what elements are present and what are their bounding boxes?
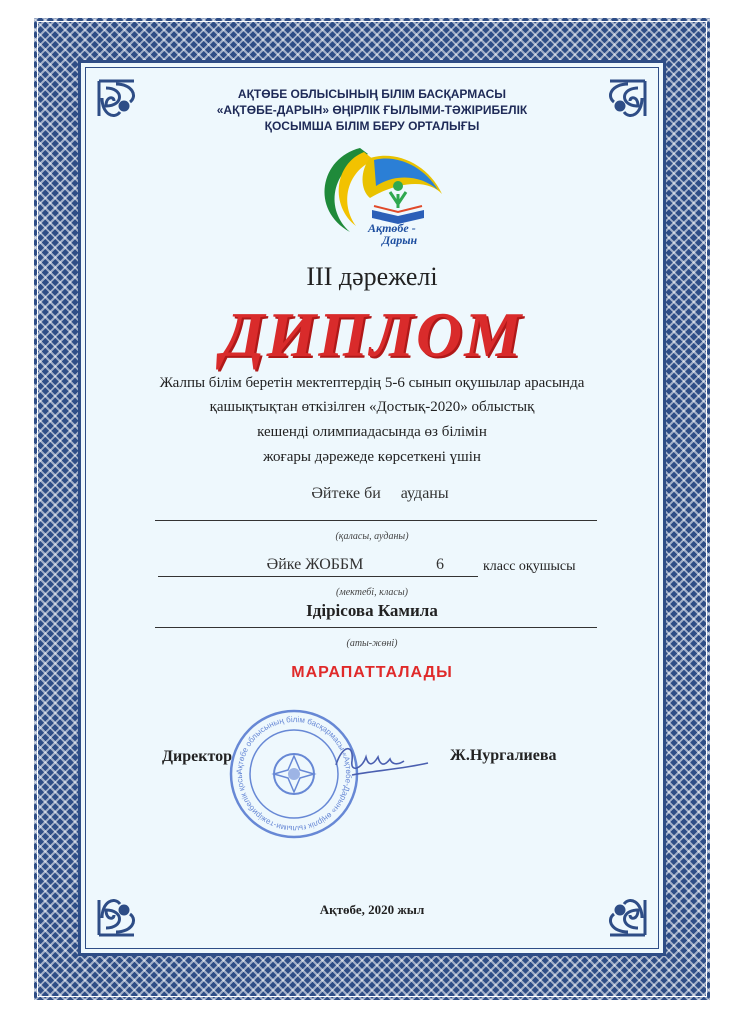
logo-text-line-1: Ақтөбе - bbox=[368, 221, 416, 235]
school-underline bbox=[158, 576, 478, 577]
director-signature bbox=[332, 735, 432, 785]
description-line-2: қашықтықтан өткізілген «Достық-2020» облыстық bbox=[209, 399, 535, 415]
school-caption: (мектебі, класы) bbox=[336, 587, 408, 598]
award-text: МАРАПАТТАЛАДЫ bbox=[291, 664, 453, 681]
corner-ornament-bottom-left bbox=[94, 870, 164, 940]
diploma-title: ДИПЛОМ bbox=[220, 299, 524, 370]
class-suffix: класс оқушысы bbox=[483, 559, 576, 574]
district-underline bbox=[155, 520, 597, 521]
district-caption: (қаласы, ауданы) bbox=[335, 531, 409, 542]
school-value: Әйке ЖОББМ bbox=[266, 556, 364, 573]
director-label: Директор bbox=[162, 748, 232, 765]
place-and-date: Ақтөбе, 2020 жыл bbox=[319, 902, 425, 917]
student-caption: (аты-жөні) bbox=[346, 638, 398, 649]
grade-value: 6 bbox=[436, 556, 444, 573]
district-value: Әйтеке би ауданы bbox=[311, 485, 449, 502]
corner-ornament-bottom-right bbox=[580, 870, 650, 940]
logo-text bbox=[367, 221, 418, 247]
header-line-1: АҚТӨБЕ ОБЛЫСЫНЫҢ БІЛІМ БАСҚАРМАСЫ bbox=[237, 87, 507, 101]
logo-text-line-2: Дарын bbox=[382, 233, 418, 247]
description-line-1: Жалпы білім беретін мектептердің 5-6 сынып оқушылар арасында bbox=[159, 375, 585, 391]
aktobe-daryn-logo bbox=[300, 140, 450, 248]
header-line-3: ҚОСЫМША БІЛІМ БЕРУ ОРТАЛЫҒЫ bbox=[264, 119, 480, 133]
diploma-degree: III дәрежелі bbox=[306, 262, 438, 291]
seal-ring-text: Ақтөбе облысының білім басқармасы «Ақтөбе-Дарын» өңірлік ғылыми-тәжірибелік қосы bbox=[234, 714, 354, 834]
description-line-4: жоғары дәрежеде көрсеткені үшін bbox=[263, 449, 481, 465]
director-name: Ж.Нургалиева bbox=[450, 747, 557, 764]
student-name: Ідірісова Камила bbox=[306, 601, 438, 620]
description-line-3: кешенді олимпиадасында өз білімін bbox=[257, 424, 487, 440]
header-line-2: «АҚТӨБЕ-ДАРЫН» ӨҢІРЛІК ҒЫЛЫМИ-ТӘЖІРИБЕЛІК bbox=[216, 103, 528, 117]
student-underline bbox=[155, 627, 597, 628]
